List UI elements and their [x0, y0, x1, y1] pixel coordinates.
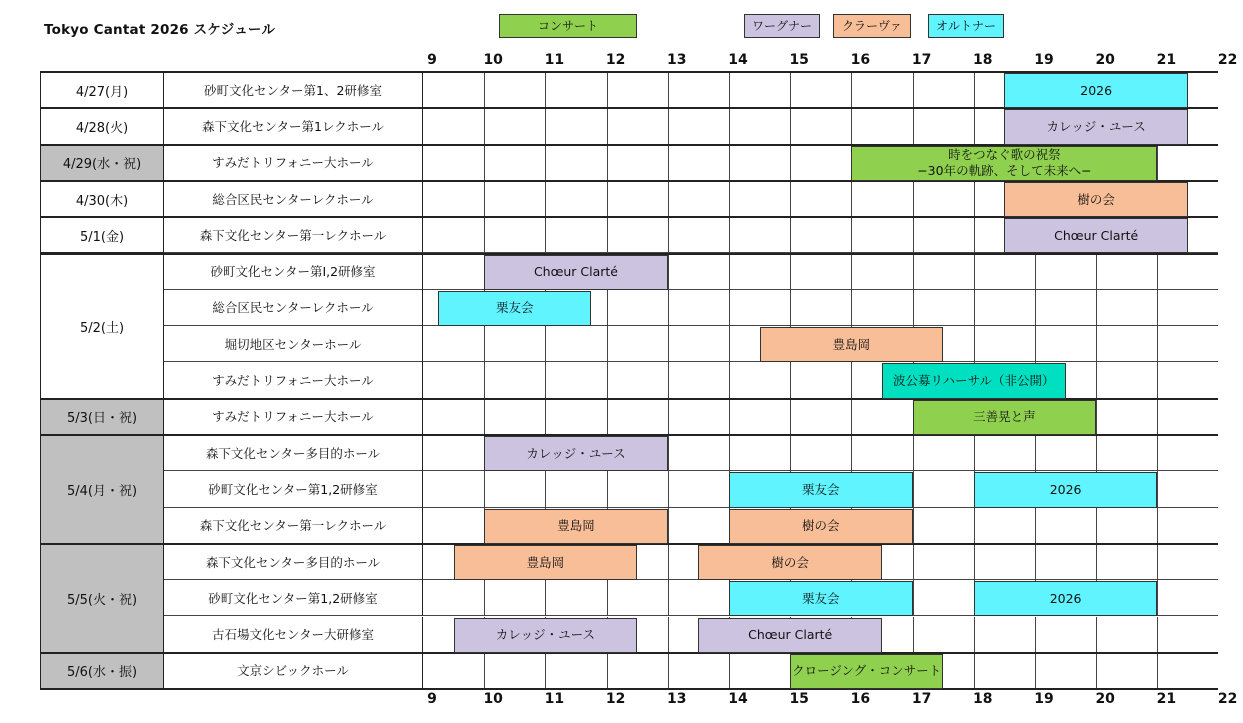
grid-line	[851, 290, 852, 325]
grid-line	[545, 72, 546, 107]
event-bar: 2026	[1004, 73, 1188, 108]
grid-line	[484, 217, 485, 252]
grid-line	[484, 471, 485, 506]
grid-line	[729, 72, 730, 107]
hour-label: 10	[483, 52, 503, 68]
grid-line	[974, 72, 975, 107]
venue-cell: すみだトリフォニー大ホール	[164, 145, 423, 181]
time-grid-row	[423, 362, 1218, 398]
hour-label: 9	[427, 52, 437, 68]
schedule-title: Tokyo Cantat 2026 スケジュール	[44, 22, 276, 38]
event-bar: 豊島岡	[760, 327, 944, 362]
grid-line	[974, 617, 975, 652]
grid-line	[668, 617, 669, 652]
grid-line	[1096, 362, 1097, 397]
event-bar: 樹の会	[698, 545, 882, 580]
grid-line	[668, 435, 669, 470]
venue-cell: 総合区民センターレクホール	[164, 290, 423, 326]
grid-line	[484, 145, 485, 180]
grid-line	[913, 254, 914, 289]
grid-line	[790, 181, 791, 216]
grid-line	[1096, 653, 1097, 688]
grid-line	[1035, 653, 1036, 688]
grid-line	[729, 145, 730, 180]
grid-line	[1096, 399, 1097, 434]
grid-line	[668, 653, 669, 688]
grid-line	[1157, 544, 1158, 579]
grid-line	[913, 617, 914, 652]
grid-line	[851, 217, 852, 252]
grid-line	[1157, 290, 1158, 325]
grid-line	[1157, 254, 1158, 289]
grid-line	[790, 290, 791, 325]
grid-line	[668, 580, 669, 615]
legend-item: コンサート	[499, 14, 637, 38]
hour-label: 15	[789, 52, 809, 68]
venue-cell: 総合区民センターレクホール	[164, 181, 423, 217]
grid-line	[974, 181, 975, 216]
event-bar: 波公募リハーサル（非公開）	[882, 363, 1066, 398]
legend-item: ワーグナー	[744, 14, 820, 38]
grid-line	[607, 326, 608, 361]
grid-line	[607, 580, 608, 615]
grid-line	[851, 435, 852, 470]
venue-cell: 文京シビックホール	[164, 653, 423, 689]
grid-line	[1035, 617, 1036, 652]
grid-line	[1035, 254, 1036, 289]
time-grid-row	[423, 399, 1218, 435]
hour-label: 19	[1034, 52, 1054, 68]
grid-line	[545, 580, 546, 615]
hour-label: 16	[850, 691, 871, 708]
grid-line	[1157, 653, 1158, 688]
hour-label: 17	[911, 52, 932, 68]
grid-line	[913, 544, 914, 579]
grid-line	[913, 471, 914, 506]
event-bar: 樹の会	[1004, 182, 1188, 217]
grid-line	[484, 181, 485, 216]
venue-cell: 森下文化センター第1レクホール	[164, 108, 423, 144]
event-bar: Chœur Clarté	[484, 255, 668, 290]
grid-line	[484, 108, 485, 143]
grid-line	[1157, 617, 1158, 652]
grid-line	[790, 435, 791, 470]
event-bar: 栗友会	[729, 581, 913, 616]
grid-line	[607, 217, 608, 252]
grid-line	[1157, 326, 1158, 361]
grid-line	[607, 108, 608, 143]
grid-line	[729, 399, 730, 434]
grid-line	[974, 108, 975, 143]
grid-line	[1035, 508, 1036, 543]
grid-line	[851, 362, 852, 397]
grid-line	[974, 326, 975, 361]
grid-line	[913, 108, 914, 143]
hour-label: 9	[427, 691, 437, 708]
grid-line	[668, 72, 669, 107]
event-bar: 三善晃と声	[913, 400, 1097, 435]
grid-line	[851, 108, 852, 143]
grid-line	[1157, 399, 1158, 434]
grid-line	[668, 362, 669, 397]
legend-item: クラーヴァ	[833, 14, 911, 38]
date-cell: 5/3(日・祝)	[40, 399, 164, 435]
hour-label: 21	[1156, 52, 1177, 68]
grid-line	[1096, 254, 1097, 289]
grid-line	[729, 290, 730, 325]
grid-line	[974, 217, 975, 252]
grid-line	[790, 254, 791, 289]
date-cell: 5/6(水・振)	[40, 653, 164, 689]
grid-line	[1035, 435, 1036, 470]
grid-line	[668, 326, 669, 361]
hour-label: 19	[1034, 691, 1054, 708]
hour-label: 15	[789, 691, 809, 708]
event-bar: Chœur Clarté	[1004, 218, 1188, 253]
grid-line	[484, 72, 485, 107]
grid-line	[484, 362, 485, 397]
grid-line	[974, 508, 975, 543]
grid-line	[729, 181, 730, 216]
event-bar: クロージング・コンサート	[790, 654, 943, 689]
grid-line	[545, 326, 546, 361]
hour-label: 22	[1217, 691, 1238, 708]
grid-line	[668, 544, 669, 579]
venue-cell: 森下文化センター第一レクホール	[164, 508, 423, 544]
venue-cell: 森下文化センター第一レクホール	[164, 217, 423, 253]
grid-line	[1035, 544, 1036, 579]
grid-line	[607, 653, 608, 688]
event-bar: 栗友会	[438, 291, 591, 326]
grid-line	[607, 471, 608, 506]
event-bar: 2026	[974, 472, 1158, 507]
venue-cell: 砂町文化センター第Ⅰ,2研修室	[164, 254, 423, 290]
grid-line	[913, 181, 914, 216]
hour-label: 13	[667, 52, 687, 68]
grid-line	[913, 508, 914, 543]
hour-label: 20	[1095, 691, 1115, 708]
grid-line	[484, 399, 485, 434]
hour-label: 18	[973, 52, 993, 68]
grid-line	[545, 399, 546, 434]
date-cell: 4/29(水・祝)	[40, 145, 164, 181]
grid-line	[484, 580, 485, 615]
grid-line	[974, 254, 975, 289]
venue-cell: 砂町文化センター第1、2研修室	[164, 72, 423, 108]
grid-line	[790, 362, 791, 397]
grid-line	[974, 290, 975, 325]
hour-label: 14	[728, 52, 748, 68]
grid-line	[1096, 544, 1097, 579]
venue-cell: 砂町文化センター第1,2研修室	[164, 471, 423, 507]
grid-line	[607, 181, 608, 216]
grid-line	[668, 217, 669, 252]
hour-label: 13	[667, 691, 687, 708]
grid-line	[668, 108, 669, 143]
date-cell: 4/30(木)	[40, 181, 164, 217]
event-bar: カレッジ・ユース	[1004, 109, 1188, 144]
event-bar: カレッジ・ユース	[484, 436, 668, 471]
grid-line	[545, 181, 546, 216]
grid-line	[851, 399, 852, 434]
grid-line	[1157, 362, 1158, 397]
table-bottom-border	[40, 688, 1218, 690]
grid-line	[545, 362, 546, 397]
grid-line	[545, 653, 546, 688]
grid-line	[1157, 145, 1158, 180]
grid-line	[913, 217, 914, 252]
hour-label: 22	[1217, 52, 1238, 68]
venue-cell: すみだトリフォニー大ホール	[164, 399, 423, 435]
date-cell: 4/27(月)	[40, 72, 164, 108]
venue-cell: 森下文化センター多目的ホール	[164, 435, 423, 471]
legend-item: オルトナー	[928, 14, 1004, 38]
grid-line	[1096, 617, 1097, 652]
grid-line	[729, 217, 730, 252]
grid-line	[729, 108, 730, 143]
event-bar: 樹の会	[729, 509, 913, 544]
grid-line	[545, 471, 546, 506]
event-bar: 豊島岡	[484, 509, 668, 544]
grid-line	[668, 508, 669, 543]
grid-line	[607, 362, 608, 397]
grid-line	[545, 145, 546, 180]
grid-line	[668, 471, 669, 506]
grid-line	[974, 435, 975, 470]
grid-line	[851, 254, 852, 289]
grid-line	[790, 217, 791, 252]
venue-cell: 古石場文化センター大研修室	[164, 617, 423, 653]
venue-cell: 堀切地区センターホール	[164, 326, 423, 362]
venue-cell: 砂町文化センター第1,2研修室	[164, 580, 423, 616]
grid-line	[913, 72, 914, 107]
venue-cell: 森下文化センター多目的ホール	[164, 544, 423, 580]
grid-line	[729, 254, 730, 289]
hour-label: 12	[605, 691, 626, 708]
date-cell: 5/4(月・祝)	[40, 435, 164, 544]
event-bar: 豊島岡	[454, 545, 638, 580]
hour-label: 21	[1156, 691, 1177, 708]
grid-line	[668, 254, 669, 289]
date-cell: 5/5(火・祝)	[40, 544, 164, 653]
hour-label: 14	[728, 691, 748, 708]
hour-label: 17	[911, 691, 932, 708]
hour-label: 20	[1095, 52, 1115, 68]
hour-label: 11	[544, 52, 565, 68]
hour-label: 11	[544, 691, 565, 708]
grid-line	[1035, 326, 1036, 361]
grid-line	[668, 145, 669, 180]
event-bar: Chœur Clarté	[698, 618, 882, 653]
grid-line	[668, 399, 669, 434]
grid-line	[790, 108, 791, 143]
grid-line	[607, 399, 608, 434]
hour-label: 16	[850, 52, 871, 68]
grid-line	[974, 544, 975, 579]
grid-line	[1157, 435, 1158, 470]
date-cell: 5/2(土)	[40, 254, 164, 399]
grid-line	[729, 362, 730, 397]
grid-line	[851, 72, 852, 107]
grid-line	[729, 653, 730, 688]
event-bar: 時をつなぐ歌の祝祭 −30年の軌跡、そして未来へ−	[851, 146, 1157, 181]
hour-label: 18	[973, 691, 993, 708]
date-cell: 5/1(金)	[40, 217, 164, 253]
hour-label: 10	[483, 691, 503, 708]
grid-line	[607, 290, 608, 325]
grid-line	[913, 580, 914, 615]
grid-line	[607, 72, 608, 107]
grid-line	[1096, 508, 1097, 543]
event-bar: 2026	[974, 581, 1158, 616]
grid-line	[729, 435, 730, 470]
grid-line	[790, 399, 791, 434]
grid-line	[1096, 435, 1097, 470]
grid-line	[1096, 290, 1097, 325]
event-bar: 栗友会	[729, 472, 913, 507]
grid-line	[484, 653, 485, 688]
grid-line	[545, 108, 546, 143]
grid-line	[729, 326, 730, 361]
grid-line	[1157, 471, 1158, 506]
grid-line	[851, 181, 852, 216]
grid-line	[1157, 580, 1158, 615]
grid-line	[545, 217, 546, 252]
hour-label: 12	[605, 52, 626, 68]
grid-line	[913, 435, 914, 470]
grid-line	[484, 326, 485, 361]
grid-line	[790, 145, 791, 180]
grid-line	[1096, 326, 1097, 361]
grid-line	[974, 653, 975, 688]
event-bar: カレッジ・ユース	[454, 618, 638, 653]
venue-cell: すみだトリフォニー大ホール	[164, 362, 423, 398]
grid-line	[1157, 508, 1158, 543]
grid-line	[607, 145, 608, 180]
date-cell: 4/28(火)	[40, 108, 164, 144]
grid-line	[790, 72, 791, 107]
grid-line	[1035, 290, 1036, 325]
grid-line	[913, 290, 914, 325]
grid-line	[668, 181, 669, 216]
grid-line	[668, 290, 669, 325]
